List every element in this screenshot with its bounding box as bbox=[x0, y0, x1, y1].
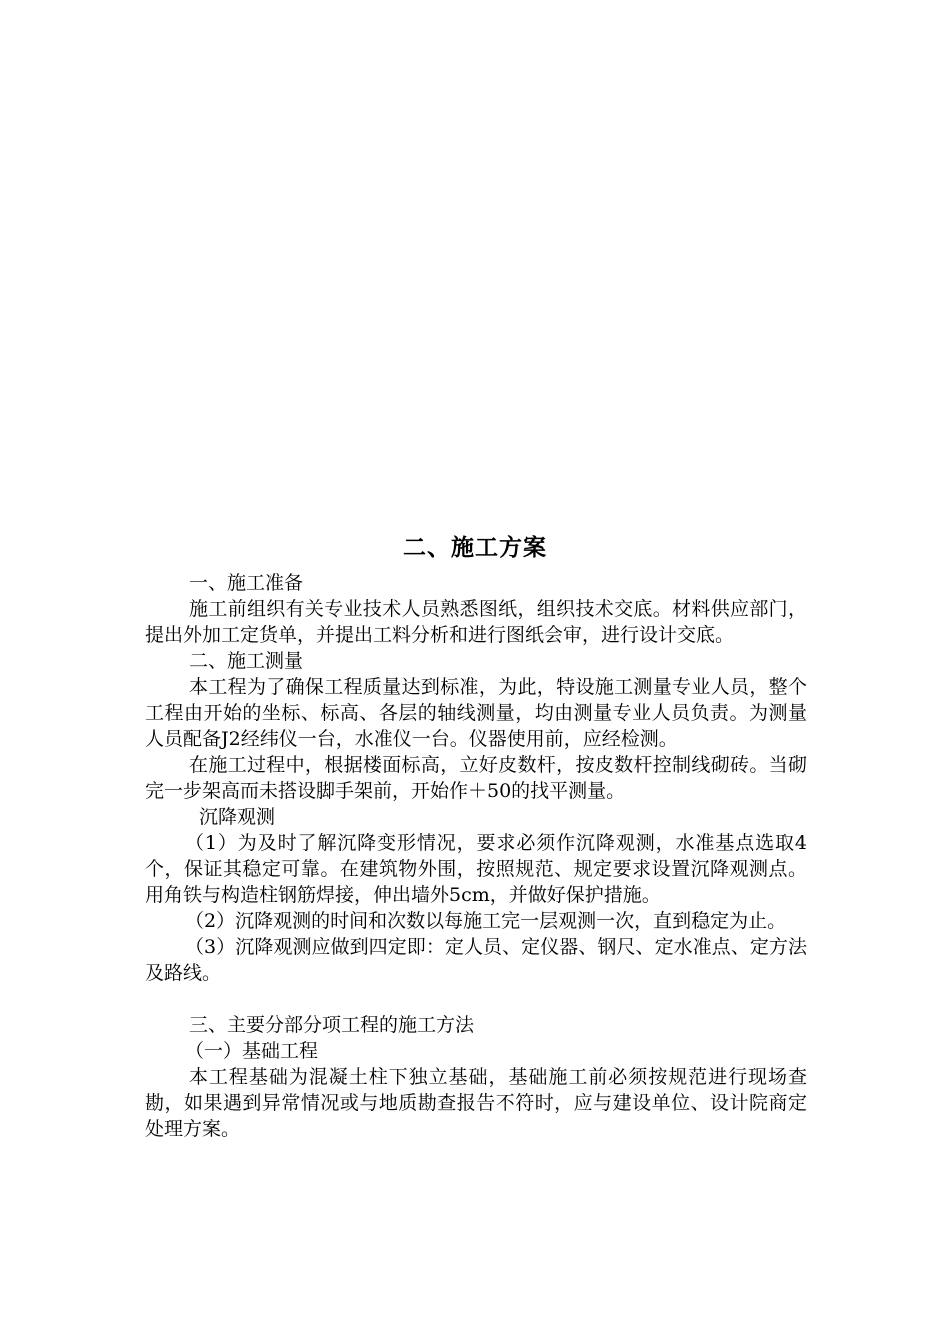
page-title: 二、施工方案 bbox=[403, 535, 547, 561]
document-body bbox=[145, 570, 807, 1142]
section-heading-preparation: 一、施工准备 bbox=[189, 572, 304, 594]
section-heading-methods: 三、主要分部分项工程的施工方法 bbox=[189, 1014, 475, 1036]
paragraph-foundation: 本工程基础为混凝土柱下独立基础，基础施工前必须按规范进行现场查勘，如果遇到异常情况或与地质勘查报告不符时，应与建设单位、设计院商定处理方案。 bbox=[145, 1066, 807, 1140]
paragraph-preparation: 施工前组织有关专业技术人员熟悉图纸，组织技术交底。材料供应部门，提出外加工定货单，并提出工料分析和进行图纸会审，进行设计交底。 bbox=[145, 598, 807, 646]
paragraph-survey-process: 在施工过程中，根据楼面标高，立好皮数杆，按皮数杆控制线砌砖。当砌完一步架高而未搭设脚手架前，开始作＋50的找平测量。 bbox=[145, 754, 807, 802]
settlement-item-2: （2）沉降观测的时间和次数以每施工完一层观测一次，直到稳定为止。 bbox=[185, 910, 787, 932]
section-heading-survey: 二、施工测量 bbox=[189, 650, 304, 672]
subheading-settlement: 沉降观测 bbox=[199, 806, 276, 828]
paragraph-survey-personnel: 本工程为了确保工程质量达到标准，为此，特设施工测量专业人员，整个工程由开始的坐标、标高、各层的轴线测量，均由测量专业人员负责。为测量人员配备J2经纬仪一台，水准仪一台。仪器使用前，应经检测。 bbox=[145, 676, 807, 750]
settlement-item-1: （1）为及时了解沉降变形情况，要求必须作沉降观测，水准基点选取4个，保证其稳定可靠。在建筑物外围，按照规范、规定要求设置沉降观测点。用角铁与构造柱钢筋焊接，伸出墙外5cm，并做好保护措施。 bbox=[145, 832, 807, 906]
settlement-item-3: （3）沉降观测应做到四定即：定人员、定仪器、钢尺、定水准点、定方法及路线。 bbox=[145, 936, 807, 984]
subheading-foundation: （一）基础工程 bbox=[185, 1040, 319, 1062]
blank-line bbox=[145, 986, 807, 1012]
